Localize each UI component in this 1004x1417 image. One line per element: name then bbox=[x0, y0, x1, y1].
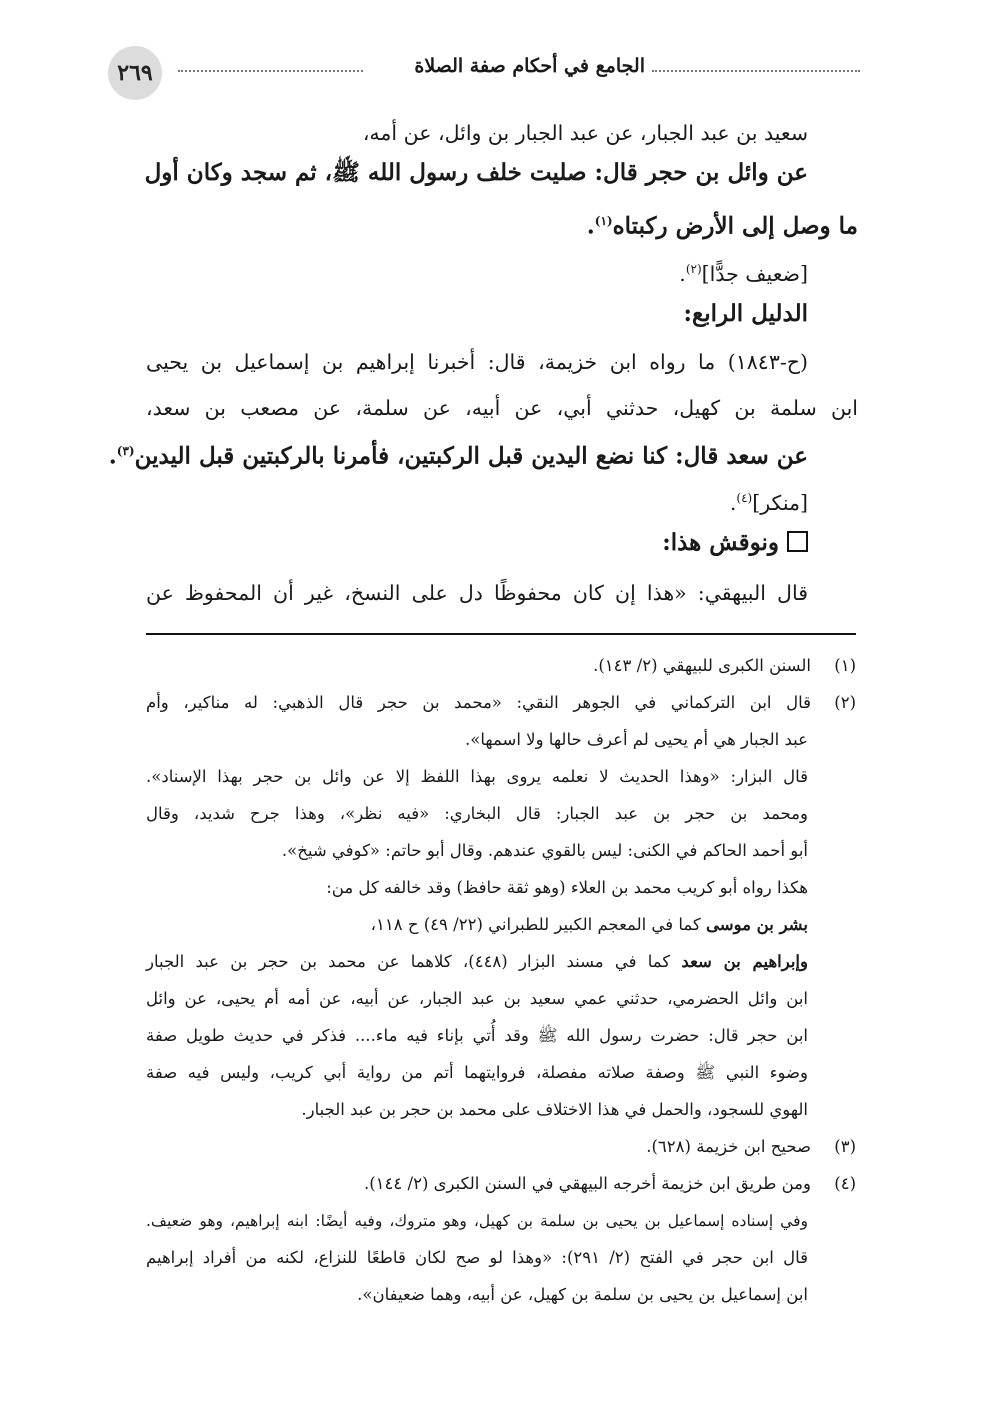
footnote-2-line-12: الهوي للسجود، والحمل في هذا الاختلاف على محمد بن حجر بن عبد الجبار. bbox=[301, 1100, 808, 1119]
footnote-number: (٣) bbox=[834, 1137, 856, 1156]
book-page: ٢٦٩ الجامع في أحكام صفة الصلاة سعيد بن عبد الجبار، عن عبد الجبار بن وائل، عن أمه، عن وائل بن حجر قال: صليت خلف رسول الله ﷺ، ثم سجد وكان أول ما وصل إلى الأرض ركبتاه$^{(١)}$. [ضعيف جدًّا]$^{(٢)}$. الدليل الرابع: (ح-١٨٤٣) ما رواه ابن خزيمة، قال: أخبرنا إبراهيم بن إسماعيل بن يحيى ابن سلمة بن كهيل، حدثني أبي، عن أبيه، عن سلمة، عن مصعب بن سعد، عن سعد قال: كنا نضع اليدين قبل الركبتين، فأمرنا بالركبتين قبل اليدين$^{(٣)}$. [منكر]$^{(٤)}$. ونوقش هذا: قال البيهقي: «هذا إن كان محفوظًا دل على النسخ، غير أن المحفوظ عن (١) السنن الكبرى للبيهقي (٢/ ١٤٣). (٢) قال ابن التركماني في الجوهر النقي: «محمد بن حجر قال الذهبي: له مناكير، وأم عبد الجبار هي أم يحيى لم أعرف حالها ولا اسمها». قال البزار: «وهذا الحديث لا نعلمه يروى بهذا اللفظ إلا عن وائل بن حجر بهذا الإسناد». ومحمد بن حجر بن عبد الجبار: قال البخاري: «فيه نظر»، وهذا جرح شديد، وقال أبو أحمد الحاكم في الكنى: ليس بالقوي عندهم. وقال أبو حاتم: «كوفي شيخ». هكذا رواه أبو كريب محمد بن العلاء (وهو ثقة حافظ) وقد خالفه كل من: بشر بن موسى كما في المعجم الكبير للطبراني (٢٢/ ٤٩) ح ١١٨، وإبراهيم بن سعد كما في مسند البزار (٤٤٨)، كلاهما عن محمد بن حجر بن عبد الجبار ابن وائل الحضرمي، حدثني عمي سعيد بن عبد الجبار، عن أبيه، عن أمه أم يحيى، عن وائل ابن حجر قال: حضرت رسول الله ﷺ وقد أُتي بإناء فيه ماء.... فذكر في حديث طويل صفة وضوء النبي ﷺ وصفة صلاته مفصلة، فروايتهما أتم من رواية أبي كريب، وليس فيه صفة الهوي للسجود، والحمل في هذا الاختلاف على محمد بن حجر بن عبد الجبار. (٣) صحيح ابن خزيمة (٦٢٨). (٤) ومن طريق ابن خزيمة أخرجه البيهقي في السنن الكبرى (٢/ ١٤٤). وفي إسناده إسماعيل بن يحيى بن سلمة بن كهيل، وهو متروك، وفيه أيضًا: ابنه إبراهيم، وهو ضعيف. قال ابن حجر في الفتح (٢/ ٢٩١): «وهذا لو صح لكان قاطعًا للنزاع، لكنه من أفراد إبراهيم ابن إسماعيل بن يحيى بن سلمة بن كهيل، عن أبيه، وهما ضعيفان». bbox=[0, 0, 1004, 1417]
footnote-4-line-2: وفي إسناده إسماعيل بن يحيى بن سلمة بن كهيل، وهو متروك، وفيه أيضًا: ابنه إبراهيم، وهو ضعيف. bbox=[146, 1212, 808, 1230]
body-line-1: سعيد بن عبد الجبار، عن عبد الجبار بن وائل، عن أمه، bbox=[362, 121, 808, 145]
body-line-6: (ح-١٨٤٣) ما رواه ابن خزيمة، قال: أخبرنا إبراهيم بن إسماعيل بن يحيى bbox=[146, 350, 808, 374]
hadith-line-2: ما وصل إلى الأرض ركبتاه$^{(١)}$. bbox=[586, 212, 858, 240]
footnote-ref-2[interactable]: (٢) bbox=[685, 262, 702, 276]
footnote-number: (٢) bbox=[834, 693, 856, 712]
header-dotted-rule-right bbox=[652, 70, 860, 72]
checkbox-icon bbox=[787, 531, 808, 552]
page-header bbox=[100, 40, 860, 100]
body-line-7: ابن سلمة بن كهيل، حدثني أبي، عن أبيه، عن سلمة، عن مصعب بن سعد، bbox=[146, 396, 858, 420]
hadith-line-3: عن سعد قال: كنا نضع اليدين قبل الركبتين، فأمرنا بالركبتين قبل اليدين$^{(٣)}$. bbox=[108, 442, 808, 470]
footnote-4-line-4: ابن إسماعيل بن يحيى بن سلمة بن كهيل، عن أبيه، وهما ضعيفان». bbox=[357, 1285, 808, 1304]
footnote-4-line-3: قال ابن حجر في الفتح (٢/ ٢٩١): «وهذا لو صح لكان قاطعًا للنزاع، لكنه من أفراد إبراهيم bbox=[146, 1248, 809, 1267]
grade-1: [ضعيف جدًّا]$^{(٢)}$. bbox=[679, 261, 808, 286]
footnote-2-line-2: عبد الجبار هي أم يحيى لم أعرف حالها ولا اسمها». bbox=[465, 730, 808, 749]
footnote-ref-1[interactable]: (١) bbox=[594, 214, 613, 228]
footnote-2-line-6: هكذا رواه أبو كريب محمد بن العلاء (وهو ثقة حافظ) وقد خالفه كل من: bbox=[326, 878, 808, 897]
footnote-ref-4[interactable]: (٤) bbox=[736, 491, 753, 505]
footnote-2-line-7: بشر بن موسى كما في المعجم الكبير للطبراني (٢٢/ ٤٩) ح ١١٨، bbox=[370, 915, 808, 934]
header-dotted-rule-left bbox=[178, 70, 363, 72]
footnote-2-line-8: وإبراهيم بن سعد كما في مسند البزار (٤٤٨)، كلاهما عن محمد بن حجر بن عبد الجبار bbox=[146, 952, 808, 971]
footnote-ref-3[interactable]: (٣) bbox=[116, 444, 135, 458]
footnote-separator bbox=[146, 633, 856, 635]
footnote-2-line-5: أبو أحمد الحاكم في الكنى: ليس بالقوي عندهم. وقال أبو حاتم: «كوفي شيخ». bbox=[281, 841, 808, 860]
footnote-2-line-3: قال البزار: «وهذا الحديث لا نعلمه يروى بهذا اللفظ إلا عن وائل بن حجر بهذا الإسناد». bbox=[146, 767, 808, 786]
footnote-2-line-10: ابن حجر قال: حضرت رسول الله ﷺ وقد أُتي بإناء فيه ماء.... فذكر في حديث طويل صفة bbox=[146, 1026, 808, 1045]
hadith-line-1: عن وائل بن حجر قال: صليت خلف رسول الله ﷺ، ثم سجد وكان أول bbox=[144, 159, 808, 186]
grade-2: [منكر]$^{(٤)}$. bbox=[729, 490, 808, 515]
subheading-discussion: ونوقش هذا: bbox=[662, 528, 808, 558]
page-number: ٢٦٩ bbox=[108, 46, 162, 100]
header-title: الجامع في أحكام صفة الصلاة bbox=[414, 55, 645, 77]
footnote-2-line-4: ومحمد بن حجر بن عبد الجبار: قال البخاري: «فيه نظر»، وهذا جرح شديد، وقال bbox=[146, 804, 808, 823]
body-line-11: قال البيهقي: «هذا إن كان محفوظًا دل على النسخ، غير أن المحفوظ عن bbox=[146, 581, 808, 605]
footnote-number: (٤) bbox=[834, 1174, 856, 1193]
footnote-2-line-9: ابن وائل الحضرمي، حدثني عمي سعيد بن عبد الجبار، عن أبيه، عن أمه أم يحيى، عن وائل bbox=[146, 989, 808, 1008]
section-heading-fourth-evidence: الدليل الرابع: bbox=[683, 300, 808, 327]
footnote-number: (١) bbox=[834, 656, 856, 675]
footnote-2-line-11: وضوء النبي ﷺ وصفة صلاته مفصلة، فروايتهما أتم من رواية أبي كريب، وليس فيه صفة bbox=[146, 1063, 808, 1082]
